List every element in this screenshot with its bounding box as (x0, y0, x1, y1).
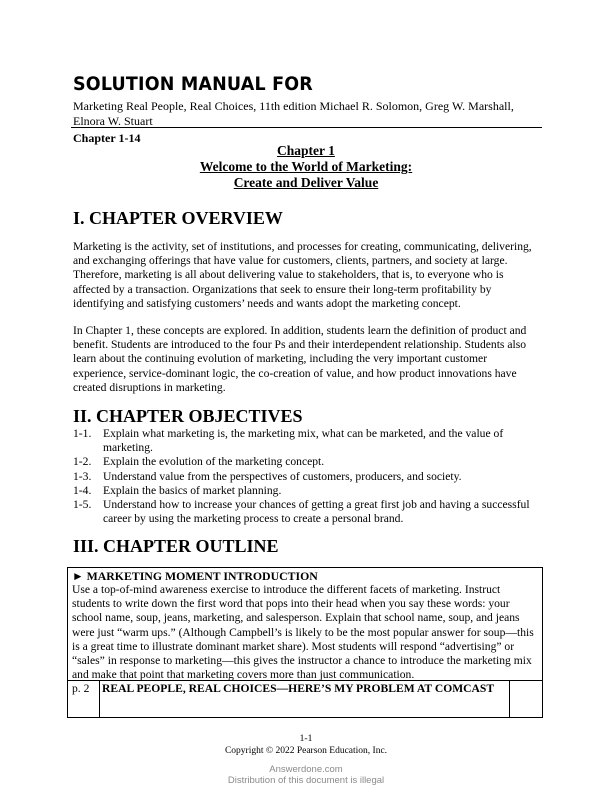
table-row-heading: REAL PEOPLE, REAL CHOICES—HERE’S MY PROBLEM AT COMCAST (102, 682, 495, 695)
table-row-divider (68, 680, 542, 681)
objective-number: 1-4. (73, 483, 92, 497)
chapter-title-line1: Welcome to the World of Marketing: (199, 159, 413, 174)
objective-item (73, 484, 541, 498)
header-rule (71, 127, 542, 128)
objective-text: Explain the evolution of the marketing concept. (103, 455, 325, 469)
page-number: 1-1 (299, 734, 313, 744)
overview-paragraph-1: Marketing is the activity, set of institutions, and processes for creating, communicating, delivering, and exchanging offerings that have value for customers, clients, partners, and society at large. Therefore, marketing is all about delivering value to stakeholders, that is, to everyone who is affected by a transaction. Organizations that seek to ensure their long-term profitability by identifying and satisfying customers’ needs and wants adopt the marketing concept. (73, 240, 532, 310)
objective-number: 1-2. (73, 455, 92, 469)
table-column-divider (99, 680, 100, 717)
objectives-heading: II. CHAPTER OBJECTIVES (73, 406, 303, 426)
objective-text: Understand value from the perspectives of customers, producers, and society. (103, 469, 462, 483)
manual-title: SOLUTION MANUAL FOR (73, 73, 313, 95)
objective-number: 1-5. (73, 498, 92, 512)
chapter-range: Chapter 1-14 (73, 131, 141, 145)
book-subtitle: Marketing Real People, Real Choices, 11th edition Michael R. Solomon, Greg W. Marshall, Elnora W. Stuart (73, 99, 514, 128)
objective-item (73, 470, 541, 484)
overview-heading: I. CHAPTER OVERVIEW (73, 208, 283, 228)
copyright: Copyright © 2022 Pearson Education, Inc. (224, 746, 388, 756)
table-page-reference: p. 2 (72, 682, 90, 695)
objectives-list (73, 427, 541, 526)
marketing-moment-heading: ► MARKETING MOMENT INTRODUCTION (72, 569, 318, 583)
outline-table (67, 567, 543, 718)
chapter-number: Chapter 1 (277, 143, 335, 158)
objective-item (73, 455, 541, 469)
watermark-notice: Distribution of this document is illegal (227, 775, 385, 786)
objective-item (73, 427, 541, 455)
overview-paragraph-2: In Chapter 1, these concepts are explored. In addition, students learn the definition of product and benefit. Students are introduced to the four Ps and their interdependent relationship. Students also learn about the continuing evolution of marketing, including the very important customer experience, service-dominant logic, the co-creation of value, and how product innovations have created disruptions in marketing. (73, 324, 527, 394)
table-column-divider (509, 680, 510, 717)
objective-item (73, 498, 541, 526)
outline-heading: III. CHAPTER OUTLINE (73, 536, 279, 556)
watermark-site: Answerdone.com (269, 764, 343, 775)
chapter-title-line2: Create and Deliver Value (233, 175, 379, 190)
objective-number: 1-3. (73, 469, 92, 483)
objective-number: 1-1. (73, 427, 92, 440)
objective-text: Explain the basics of market planning. (103, 483, 282, 497)
objective-text: Explain what marketing is, the marketing mix, what can be marketed, and the value of marketing. (103, 427, 504, 455)
objective-text: Understand how to increase your chances of getting a great first job and having a successful career by using the marketing process to create a personal brand. (103, 498, 530, 526)
marketing-moment-body: Use a top-of-mind awareness exercise to introduce the different facets of marketing. Instruct students to write down the first word that pops into their head when you say these words: your school name, soup, jeans, marketing, and salesperson. Explain that school name, soup, and jeans were just “warm ups.” (Although Campbell’s is likely to be the most popular answer for soup—this is a great time to illustrate dominant market share). Most students will respond “advertising” or “sales” in response to marketing—this gives the instructor a chance to introduce the marketing mix and make that point that marketing covers more than just communication. (72, 583, 534, 682)
